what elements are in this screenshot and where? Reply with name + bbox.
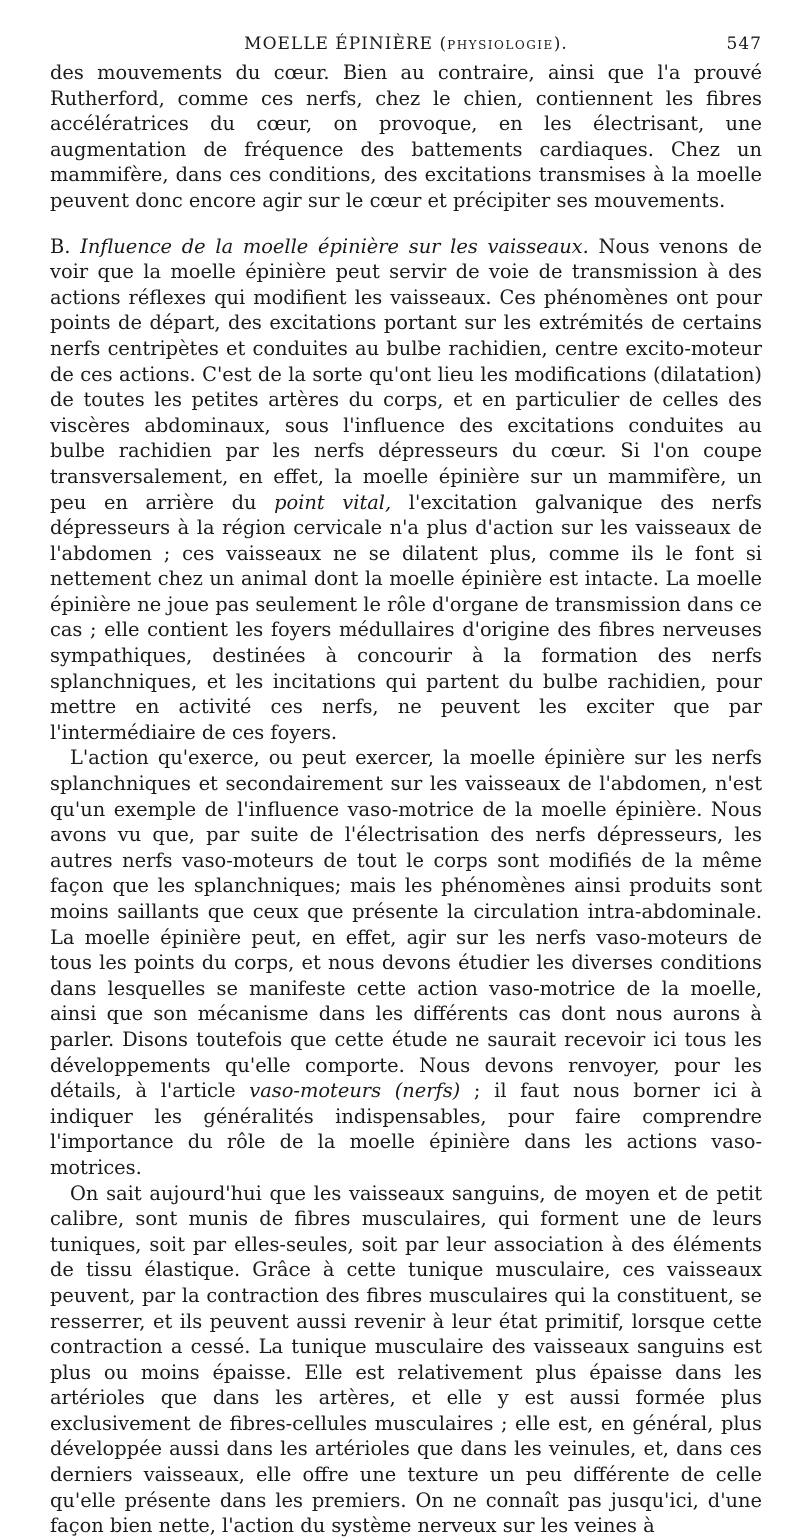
paragraph-3-text-b: ; il faut nous borner ici à indiquer les généralités indispensables, pour faire comprendre l'importance du rôle de la moelle épinière dans les actions vaso-motrices. bbox=[50, 1079, 763, 1179]
paragraph-2-text-b: l'excitation galvanique des nerfs dépresseurs à la région cervicale n'a plus d'action sur les vaisseaux de l'abdomen ; ces vaisseaux ne se dilatent plus, comme ils le font si nettement chez un animal dont la moelle épinière est intacte. La moelle épinière ne joue pas seulement le rôle d'organe de transmission dans ce cas ; elle contient les foyers médullaires d'origine des fibres nerveuses sympathiques, destinées à concourir à la formation des nerfs splanchniques, et les incitations qui partent du bulbe rachidien, pour mettre en activité ces nerfs, ne peuvent les exciter que par l'intermédiaire de ces foyers. bbox=[50, 490, 762, 744]
paragraph-2 bbox=[50, 234, 762, 746]
running-title-small: PHYSIOLOGIE bbox=[447, 38, 554, 52]
paragraph-2-emphasis: point vital, bbox=[274, 490, 392, 514]
paragraph-1: des mouvements du cœur. Bien au contraire, ainsi que l'a prouvé Rutherford, comme ces nerfs, chez le chien, contiennent les fibres accélératrices du cœur, on provoque, en les électrisant, une augmentation de fréquence des battements cardiaques. Chez un mammifère, dans ces conditions, des excitations transmises à la moelle peuvent donc encore agir sur le cœur et précipiter ses mouvements. bbox=[50, 61, 762, 212]
page-number: 547 bbox=[726, 34, 762, 54]
section-label: B. bbox=[50, 234, 71, 258]
running-title-close: ). bbox=[553, 34, 568, 54]
paragraph-3-text-a: L'action qu'exerce, ou peut exercer, la moelle épinière sur les nerfs splanchniques et secondairement sur les vaisseaux de l'abdomen, n'est qu'un exemple de l'influence vaso-motrice de la moelle épinière. Nous avons vu que, par suite de l'électrisation des nerfs dépresseurs, les autres nerfs vaso-moteurs de tout le corps sont modifiés de la même façon que les splanchniques; mais les phénomènes ainsi produits sont moins saillants que ceux que présente la circulation intra-abdominale. La moelle épinière peut, en effet, agir sur les nerfs vaso-moteurs de tous les points du corps, et nous devons étudier les diverses conditions dans lesquelles se manifeste cette action vaso-motrice de la moelle, ainsi que son mécanisme dans les différents cas dont nous aurons à parler. Disons toutefois que cette étude ne saurait recevoir ici tous les développements qu'elle comporte. Nous devons renvoyer, pour les détails, à l'article bbox=[50, 746, 762, 1103]
paragraph-4: On sait aujourd'hui que les vaisseaux sanguins, de moyen et de petit calibre, sont munis de fibres musculaires, qui forment une de leurs tuniques, soit par elles-seules, soit par leur association à des éléments de tissu élastique. Grâce à cette tunique musculaire, ces vaisseaux peuvent, par la contraction des fibres musculaires qui la constituent, se resserrer, et ils peuvent aussi revenir à leur état primitif, lorsque cette contraction a cessé. La tunique musculaire des vaisseaux sanguins est plus ou moins épaisse. Elle est relativement plus épaisse dans les artérioles que dans les artères, et elle y est aussi formée plus exclusivement de fibres-cellules musculaires ; elle est, en général, plus développée aussi dans les artérioles que dans les veinules, et, dans ces derniers vaisseaux, elle offre une texture un peu différente de celle qu'elle présente dans les premiers. On ne connaît pas jusqu'ici, d'une façon bien nette, l'action du système nerveux sur les veines à bbox=[50, 1181, 762, 1538]
section-heading: Influence de la moelle épinière sur les vaisseaux. bbox=[80, 234, 589, 258]
running-title-main: MOELLE ÉPINIÈRE ( bbox=[244, 34, 448, 54]
paragraph-3 bbox=[50, 745, 762, 1180]
body-text bbox=[50, 60, 762, 1539]
running-head bbox=[50, 30, 762, 60]
paragraph-2-text-a: Nous venons de voir que la moelle épinière peut servir de voie de transmission à des actions réflexes qui modifient les vaisseaux. Ces phénomènes ont pour points de départ, des excitations portant sur les extrémités de certains nerfs centripètes et conduites au bulbe rachidien, centre excito-moteur de ces actions. C'est de la sorte qu'ont lieu les modifications (dilatation) de toutes les petites artères du corps, et en particulier de celles des viscères abdominaux, sous l'influence des excitations conduites au bulbe rachidien par les nerfs dépresseurs du cœur. Si l'on coupe transversalement, en effet, la moelle épinière sur un mammifère, un peu en arrière du bbox=[50, 234, 762, 514]
running-title bbox=[50, 34, 762, 54]
paragraph-3-emphasis: vaso-moteurs (nerfs) bbox=[249, 1079, 461, 1103]
